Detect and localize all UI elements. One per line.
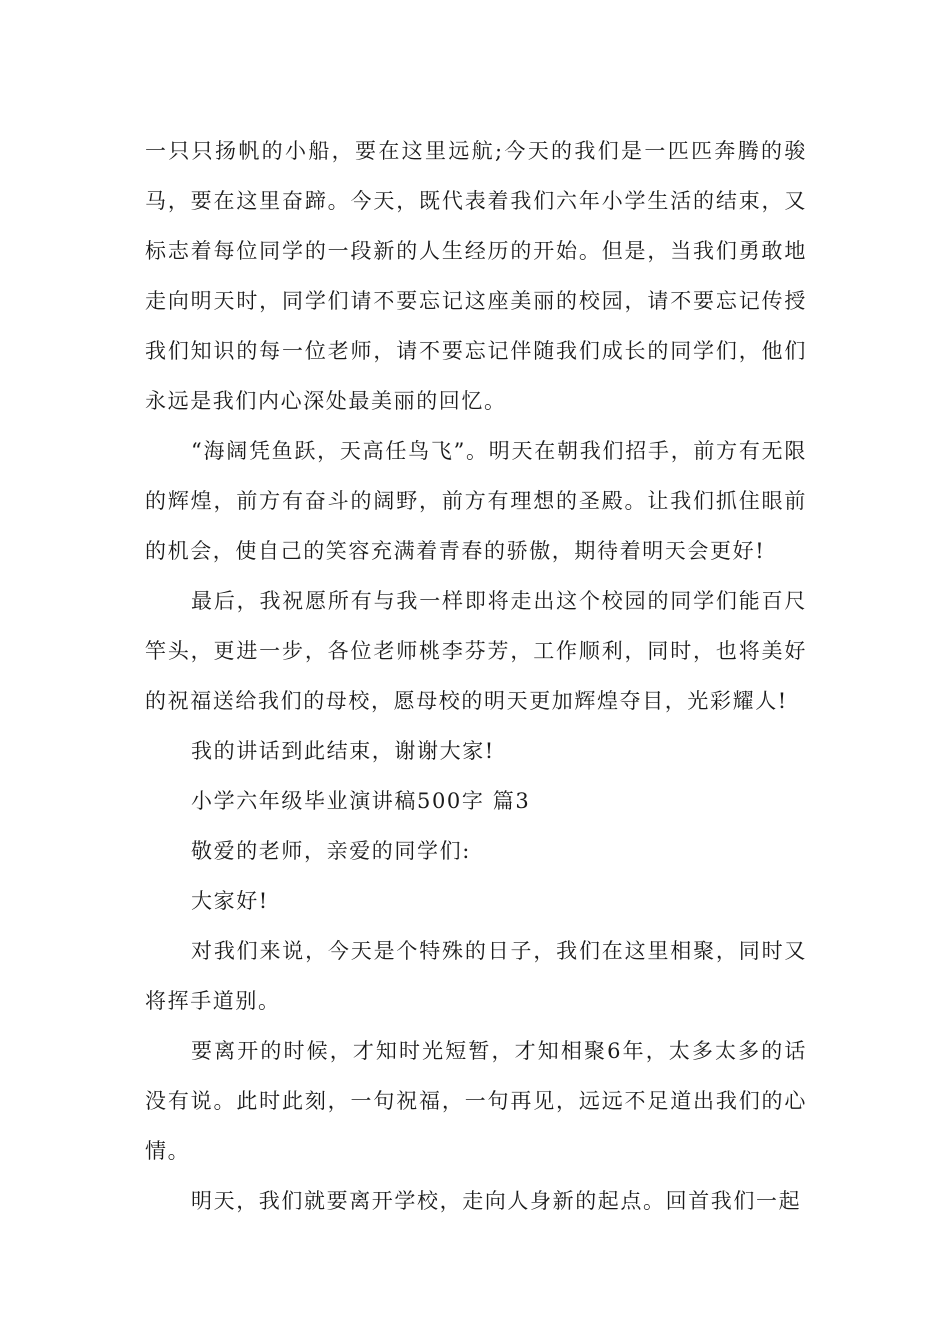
paragraph-closing-wishes: 最后，我祝愿所有与我一样即将走出这个校园的同学们能百尺竿头，更进一步，各位老师桃李芬芳，工作顺利，同时，也将美好的祝福送给我们的母校，愿母校的明天更加辉煌夺目，光彩耀人! xyxy=(145,589,807,713)
paragraph-tomorrow: 明天，我们就要离开学校，走向人身新的起点。回首我们一起 xyxy=(191,1189,802,1213)
paragraph-continuation: 一只只扬帆的小船，要在这里远航;今天的我们是一匹匹奔腾的骏马，要在这里奋蹄。今天，既代表着我们六年小学生活的结束，又标志着每位同学的一段新的人生经历的开始。但是，当我们勇敢地走向明天时，同学们请不要忘记这座美丽的校园，请不要忘记传授我们知识的每一位老师，请不要忘记伴随我们成长的同学们，他们永远是我们内心深处最美丽的回忆。 xyxy=(145,139,807,413)
paragraph-proverb: “海阔凭鱼跃，天高任鸟飞”。明天在朝我们招手，前方有无限的辉煌，前方有奋斗的阔野，前方有理想的圣殿。让我们抓住眼前的机会，使自己的笑容充满着青春的骄傲，期待着明天会更好! xyxy=(145,439,807,563)
greeting: 大家好! xyxy=(191,889,269,913)
salutation: 敬爱的老师，亲爱的同学们: xyxy=(191,839,471,863)
paragraph-time-short: 要离开的时候，才知时光短暂，才知相聚6年，太多太多的话没有说。此时此刻，一句祝福，一句再见，远远不足道出我们的心情。 xyxy=(145,1039,807,1163)
paragraph-speech-end: 我的讲话到此结束，谢谢大家! xyxy=(191,739,495,763)
document-body xyxy=(145,126,807,1226)
section-heading: 小学六年级毕业演讲稿500字 篇3 xyxy=(191,789,531,813)
paragraph-special-day: 对我们来说，今天是个特殊的日子，我们在这里相聚，同时又将挥手道别。 xyxy=(145,939,807,1013)
